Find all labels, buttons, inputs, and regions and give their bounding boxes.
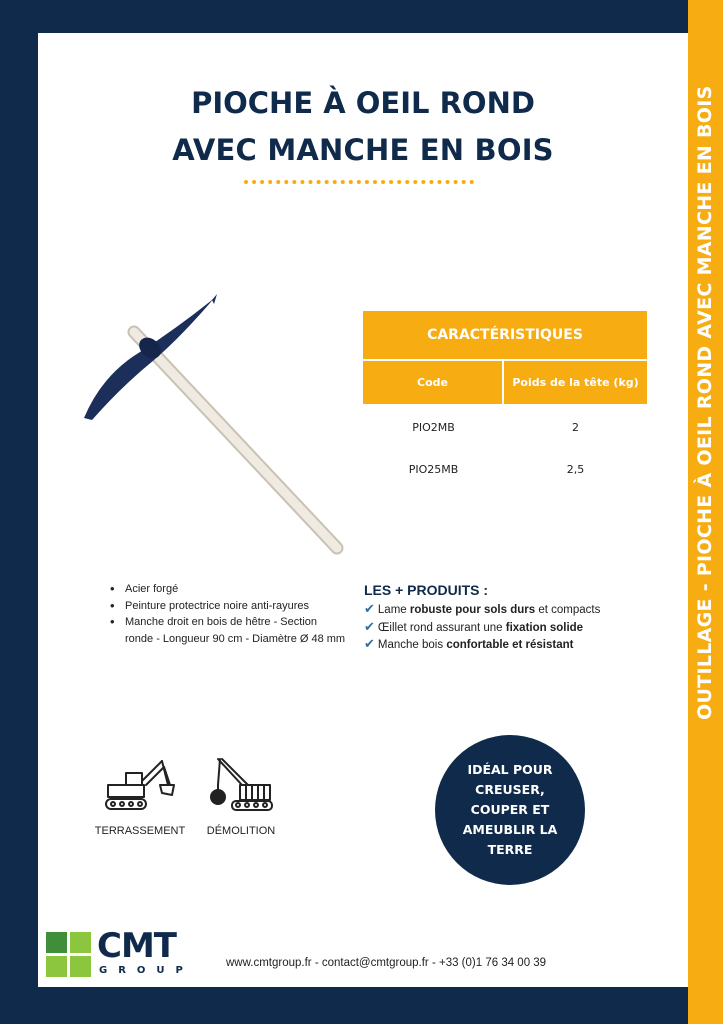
benefit-item — [364, 619, 664, 637]
cell-weight: 2,5 — [566, 462, 585, 476]
benefit-item — [364, 636, 664, 654]
list-item: • Manche droit en bois de hêtre - Section ronde - Longueur 90 cm - Diamètre Ø 48 mm — [108, 614, 348, 647]
usage-demolition — [196, 755, 286, 837]
column-header-weight: Poids de la tête (kg) — [504, 361, 647, 404]
benefit-text: Œillet rond assurant une — [377, 621, 506, 634]
benefit-bold: confortable et résistant — [446, 639, 574, 651]
check-icon: ✔ — [364, 636, 375, 651]
demolition-crane-icon — [206, 755, 276, 813]
benefit-text: Lame — [377, 604, 410, 616]
title-divider — [244, 180, 474, 184]
list-item: • Peinture protectrice noire anti-rayures — [108, 598, 348, 615]
specs-table-header — [363, 361, 647, 404]
logo-mark — [46, 932, 92, 978]
benefit-text: et compacts — [535, 604, 601, 616]
specs-table-title: CARACTÉRISTIQUES — [363, 311, 647, 361]
benefit-item — [364, 601, 664, 619]
benefit-text: Manche bois — [377, 639, 447, 651]
usage-terrassement — [90, 755, 190, 837]
pickaxe-image — [62, 290, 362, 560]
logo-subtitle: GROUP — [99, 965, 194, 976]
ideal-use-text: IDÉAL POUR CREUSER, COUPER ET AMEUBLIR LA TERRE — [462, 762, 558, 857]
specs-table-body — [363, 404, 647, 490]
cell-code: PIO25MB — [408, 462, 459, 476]
cell-weight: 2 — [572, 420, 579, 434]
column-header-code: Code — [363, 361, 504, 404]
usage-label: TERRASSEMENT — [94, 825, 186, 837]
page-title — [38, 80, 688, 174]
check-icon: ✔ — [364, 601, 375, 616]
table-row — [363, 406, 647, 448]
usage-label: DÉMOLITION — [206, 825, 276, 837]
feature-list — [108, 581, 348, 647]
cell-code: PIO2MB — [412, 420, 455, 434]
footer-contact: www.cmtgroup.fr - contact@cmtgroup.fr - +33 (0)1 76 34 00 39 — [226, 957, 547, 969]
product-benefits — [364, 582, 664, 654]
title-line-1: PIOCHE À OEIL ROND — [191, 86, 535, 120]
list-item: • Acier forgé — [108, 581, 348, 598]
benefits-title: LES + PRODUITS : — [364, 582, 489, 598]
excavator-icon — [102, 755, 178, 813]
benefit-bold: robuste pour sols durs — [409, 604, 536, 616]
sidebar-title: OUTILLAGE - PIOCHE À OEIL ROND AVEC MANCHE EN BOIS — [694, 85, 716, 720]
table-row — [363, 448, 647, 490]
specs-table — [363, 311, 647, 490]
benefit-bold: fixation solide — [505, 621, 584, 634]
title-line-2: AVEC MANCHE EN BOIS — [172, 133, 554, 167]
logo-brand: CMT — [97, 926, 176, 966]
ideal-use-badge — [435, 735, 585, 885]
check-icon: ✔ — [364, 618, 375, 634]
cmt-group-logo — [46, 926, 194, 980]
